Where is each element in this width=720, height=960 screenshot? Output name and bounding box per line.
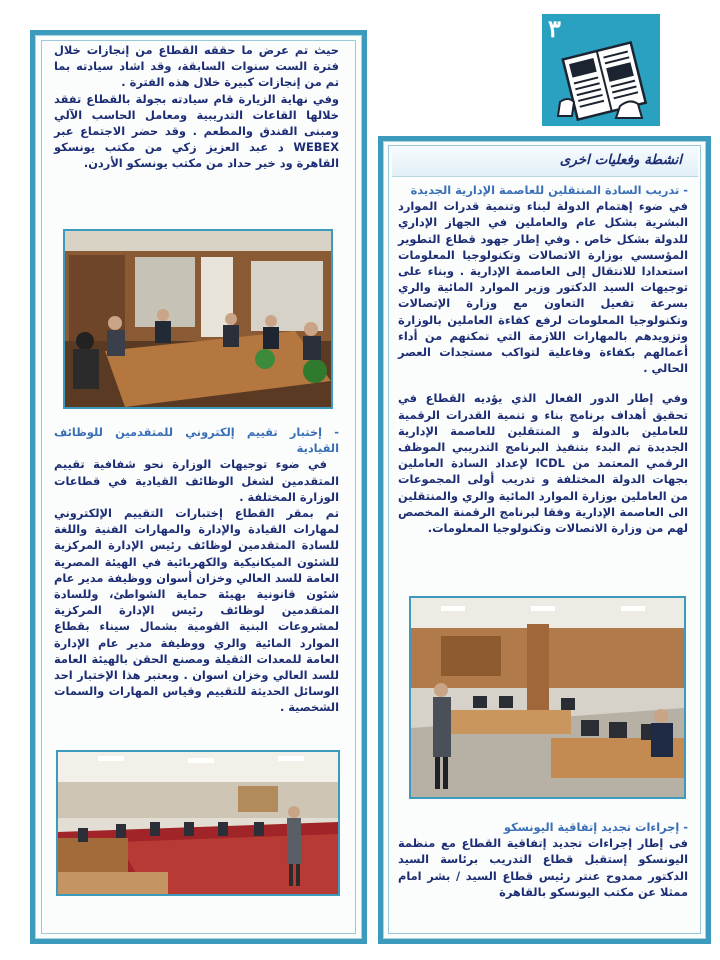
evaluation-section: [54, 424, 339, 716]
training-paragraph: في ضوء إهتمام الدولة لبناء وتنمية قدرات الموارد البشرية بشكل عام والعاملين في الجهاز الإداري للدولة بشكل خاص . وفي إطار جهود قطاع التطوير المؤسسي بوزارة الاتصالات وتكنولوجيا المعلومات استعدادا للانتقال إلى العاصمة الإدارية . وبناء على توجيهات السيد الدكتور وزير الموارد المائية والري بسرعة تفعيل التعاون مع وزارة الإتصالات وتكنولوجيا المعلومات لرفع كفاءة العاملين بالوزارة وتزويدهم بالمهارات اللازمة التي تمكنهم من أداء أعمالهم بكفاءة وفاعلية لتواكب مستجدات العصر الحالي .: [398, 199, 688, 376]
page-number-badge: [542, 14, 660, 126]
training-paragraph: وفي إطار الدور الفعال الذي يؤديه القطاع في تحقيق أهداف برنامج بناء و تنمية القدرات الرقمية للعاملين بالدولة و المنتقلين للعاصمة الإدارية الجديدة تم البدء بتنفيذ البرنامج التدريبي الموظف الرقمي المعتمد من ICDL لإعداد السادة العاملين بجهات الدولة المختلفة و تدريب أولى المجموعات من العاملين بوزارة الموارد المائية والري والمنتقلين الى العاصمة الإدارية وفقا لبرنامج الرقمنة المخصص لهم من وزارة الاتصالات وتكنولوجيا المعلومات.: [398, 391, 688, 536]
training-section: [398, 182, 688, 536]
evaluation-title: - إختبار تقييم إلكتروني للمتقدمين للوظائف القيادية: [54, 425, 339, 456]
computer-lab-photo: [409, 596, 686, 799]
section-title: انشطة وفعليات اخرى: [559, 152, 682, 168]
evaluation-paragraph: في ضوء توجيهات الوزارة نحو شفافية تقييم المتقدمين لشغل الوظائف القيادية في قطاعات الوزارة المختلفة .: [54, 457, 339, 504]
training-title: - تدريب السادة المنتقلين للعاصمة الإدارية الجديدة: [410, 183, 688, 197]
exam-hall-photo: [56, 750, 340, 896]
section-heading-bar: [392, 146, 698, 177]
intro-paragraph: وفي نهاية الزيارة قام سيادته بجولة بالقطاع تفقد خلالها القاعات التدريبية ومعامل الحاسب الآلي ومبنى الفندق والمطعم . وقد حضر الاجتماع عبر WEBEX د عبد العزيز زكي من مكتب يونسكو القاهرة ود خير حداد من مكتب يونسكو الأردن.: [54, 91, 339, 171]
meeting-photo: [63, 229, 333, 409]
unesco-paragraph: فى إطار إجراءات تجديد إتفاقية القطاع مع منظمة اليونسكو إستقبل قطاع التدريب برئاسة السيد الدكتور ممدوح عنتر رئيس قطاع السيد / بشر امام ممثلا عن مكتب اليونسكو بالقاهرة: [398, 836, 688, 899]
intro-paragraph: حيث تم عرض ما حققه القطاع من إنجازات خلال فترة الست سنوات السابقة، وقد اشاد سيادته بما تم من إنجازات كبيرة خلال هذه الفترة .: [54, 43, 339, 90]
page-number: ٣: [548, 14, 561, 43]
left-intro-text: [54, 42, 339, 172]
unesco-title: - إجراءات تجديد إتفاقية اليونسكو: [503, 820, 688, 834]
unesco-section: [398, 819, 688, 900]
evaluation-paragraph: تم بمقر القطاع إختبارات التقييم الإلكتروني لمهارات القيادة والإدارة والمهارات الفنية واللغة للسادة المتقدمين لوظائف رئيس الإدارة المركزية للشئون الميكانيكية والكهربائية في الهيئة المصرية العامة للسد العالي وخزان أسوان ووظيفة مدير عام شئون قانونية بهيئة حماية الشواطئ، وللسادة المتقدمين لوظائف رئيس الإدارة المركزية لمشروعات البنية القومية بشمال سيناء بقطاع الموارد المائية والري ووظيفة مدير عام الإدارة العامة للمعدات الثقيلة ومصنع الحقن بالهيئة العامة للسد العالي وخزان اسوان . ويعتبر هذا الإختبار احد الوسائل الحديثة للتقييم وقياس المهارات والسمات الشخصية .: [54, 506, 339, 715]
